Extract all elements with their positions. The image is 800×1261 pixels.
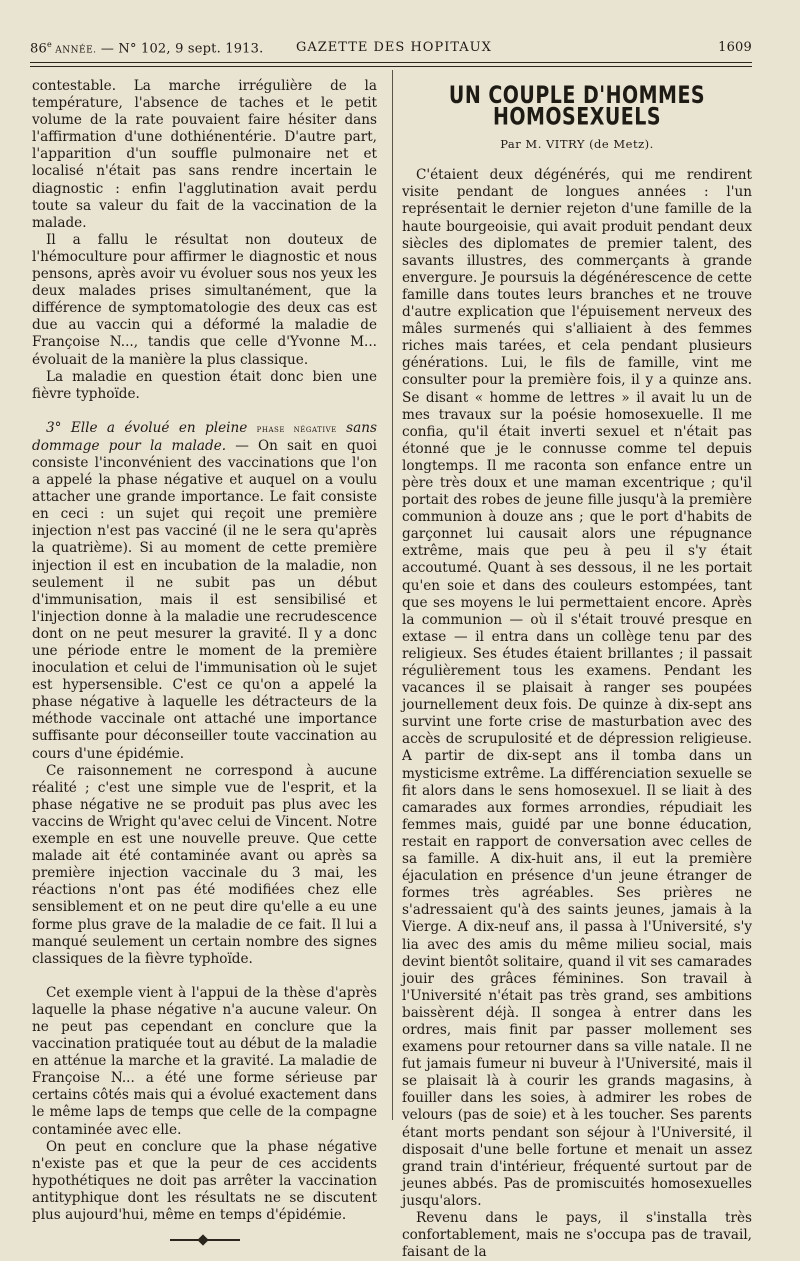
issue-date: — N° 102, 9 sept. 1913. — [96, 41, 264, 57]
right-column — [402, 81, 752, 1261]
issue-word: ANNÉE. — [51, 45, 97, 56]
paragraph: C'étaient deux dégénérés, qui me rendirent visite pendant de longues années : l'un représentait le dernier rejeton d'une famille de la haute bourgeoisie, qui avait produit pendant deux siècles des diplomates de premier talent, des savants illustres, des commerçants à grande envergure. Je poursuis la dégénérescence de cette famille dans toutes leurs branches et ne trouve d'autre explication que l'épuisement nerveux des mâles surmenés qui s'alliaient à des femmes riches mais tarées, et cela pendant plusieurs générations. Lui, le fils de famille, vint me consulter pour la première fois, il y a quinze ans. Se disant « homme de lettres » il avait lu un de mes travaux sur la poésie homosexuelle. Il me confia, qu'il était inverti sexuel et n'était pas étonné que je le connusse comme tel depuis longtemps. Il me raconta son enfance entre un père très doux et une maman excentrique ; qu'il portait des robes de jeune fille jusqu'à la première communion à douze ans ; que le port d'habits de garçonnet lui causait alors une répugnance extrême, mais que peu à peu il s'y était accoutumé. Quant à ses dessous, il ne les portait qu'en soie et dans des couleurs estompées, tant que ses moyens le lui permettaient encore. Après la communion — où il s'était trouvé presque en extase — il entra dans un collège tenu par des religieux. Ses études étaient brillantes ; il passait régulièrement tous les examens. Pendant les vacances il se plaisait à ranger ses poupées journellement deux fois. De quinze à dix-sept ans survint une forte crise de masturbation avec des accès de scrupulosité et de dépression religieuse. A partir de dix-sept ans il tomba dans un mysticisme extrême. La différenciation sexuelle se fit alors dans le sens homosexuel. Il se liait à des camarades aux formes arrondies, répudiait les femmes mais, guidé par une bonne éducation, restait en rapport de conversation avec celles de sa famille. A dix-huit ans, il eut la première éjaculation en présence d'un jeune étranger de formes très agréables. Ses prières ne s'adressaient qu'à des saints jeunes, jamais à la Vierge. A dix-neuf ans, il passa à l'Université, s'y lia avec des amis du même milieu social, mais devint bientôt solitaire, quand il vit ses camarades jouir des grâces féminines. Son travail à l'Université n'était pas très grand, ses ambitions baissèrent déjà. Il songea à entrer dans les ordres, mais finit par passer mollement ses examens pour retourner dans sa ville natale. Il ne fut jamais fumeur ni buveur à l'Université, mais il se plaisait là à courir les grands magasins, à fouiller dans les soies, à admirer les robes de velours (pas de soie) et à les toucher. Ses parents étant morts pendant son séjour à l'Université, il disposait d'une belle fortune et menait un assez grand train d'intérieur, fréquenté surtout par de jeunes abbés. Pas de promiscuités homosexuelles jusqu'alors. — [402, 167, 752, 1209]
issue-info — [30, 40, 263, 56]
issue-superscript: e — [46, 40, 52, 49]
section-smallcaps: phase négative — [256, 423, 337, 435]
paragraph: Ce raisonnement ne correspond à aucune réalité ; c'est une simple vue de l'esprit, et la phase négative ne se produit pas plus avec les vaccins de Wright qu'avec celui de Vincent. Notre exemple en est une nouvelle preuve. Que cette malade ait été contaminée avant ou après sa première injection vaccinale du 3 mai, les réactions n'ont pas été modifiées chez elle sensiblement et on ne peut dire qu'elle a eu une forme plus grave de la maladie de ce fait. Il lui a manqué seulement un certain nombre des signes classiques de la fièvre typhoïde. — [32, 762, 377, 967]
issue-number: 86 — [30, 41, 47, 57]
running-header — [30, 40, 752, 60]
paragraph: contestable. La marche irrégulière de la température, l'absence de taches et le petit volume de la rate pouvaient faire hésiter dans l'affirmation d'une dothiénentérie. D'autre part, l'apparition d'un souffle pulmonaire net et localisé n'était pas sans rendre incertain le diagnostic : enfin l'agglutination avait perdu toute sa valeur du fait de la vaccination de la malade. — [32, 78, 377, 231]
left-column — [32, 78, 377, 1242]
journal-title: GAZETTE DES HOPITAUX — [296, 40, 492, 55]
column-divider — [392, 70, 393, 1120]
header-rule-top — [30, 62, 752, 63]
section-lead: 3° Elle a évolué en pleine — [46, 419, 248, 436]
section-paragraph — [32, 420, 377, 763]
section-body: — On sait en quoi consiste l'inconvénient des vaccinations que l'on a appelé la phase négative et auquel on a voulu attacher une grande importance. Le fait consiste en ceci : un sujet qui reçoit une première injection n'est pas vacciné (il ne le sera qu'après la quatrième). Si au moment de cette première injection il est en incubation de la maladie, non seulement il ne subit pas un début d'immunisation, mais il est sensibilisé et l'injection donne à la maladie une recrudescence dont on ne peut mesurer la gravité. Il y a donc une période entre le moment de la première inoculation et celui de l'immunisation où le sujet est hypersensible. C'est ce qu'on a appelé la phase négative à laquelle les détracteurs de la méthode vaccinale ont attaché une importance suffisante pour déconseiller toute vaccination au cours d'une épidémie. — [32, 437, 377, 762]
paragraph: Il a fallu le résultat non douteux de l'hémoculture pour affirmer le diagnostic et nous pensons, après avoir vu évoluer sous nos yeux les deux malades prises simultanément, que la différence de symptomatologie des deux cas est due au vaccin qui a déformé la maladie de Françoise N..., tandis que celle d'Yvonne M... évoluait de la manière la plus classique. — [32, 231, 377, 368]
article-byline: Par M. VITRY (de Metz). — [500, 137, 654, 152]
end-ornament — [170, 1238, 240, 1242]
paragraph: Revenu dans le pays, il s'installa très confortablement, mais ne s'occupa pas de travail, faisant de la — [402, 1210, 752, 1261]
paragraph: On peut en conclure que la phase négative n'existe pas et que la peur de ces accidents hypothétiques ne doit pas arrêter la vaccination antityphique dont les résultats ne se discutent plus aujourd'hui, même en temps d'épidémie. — [32, 1138, 377, 1223]
paragraph: La maladie en question était donc bien une fièvre typhoïde. — [32, 368, 377, 402]
page-number: 1609 — [718, 40, 752, 55]
article-title: UN COUPLE D'HOMMES HOMOSEXUELS — [448, 81, 706, 131]
header-rule-bottom — [30, 66, 752, 67]
section-lead-end: sans dommage pour la malade. — [32, 419, 377, 454]
paragraph: Cet exemple vient à l'appui de la thèse d'après laquelle la phase négative n'a aucune valeur. On ne peut pas cependant en conclure que la vaccination pratiquée tout au début de la maladie en atténue la marche et la gravité. La maladie de Françoise N... a été une forme sérieuse par certains côtés mais qui a évolué exactement dans le même laps de temps que celle de la compagne contaminée avec elle. — [32, 984, 377, 1138]
